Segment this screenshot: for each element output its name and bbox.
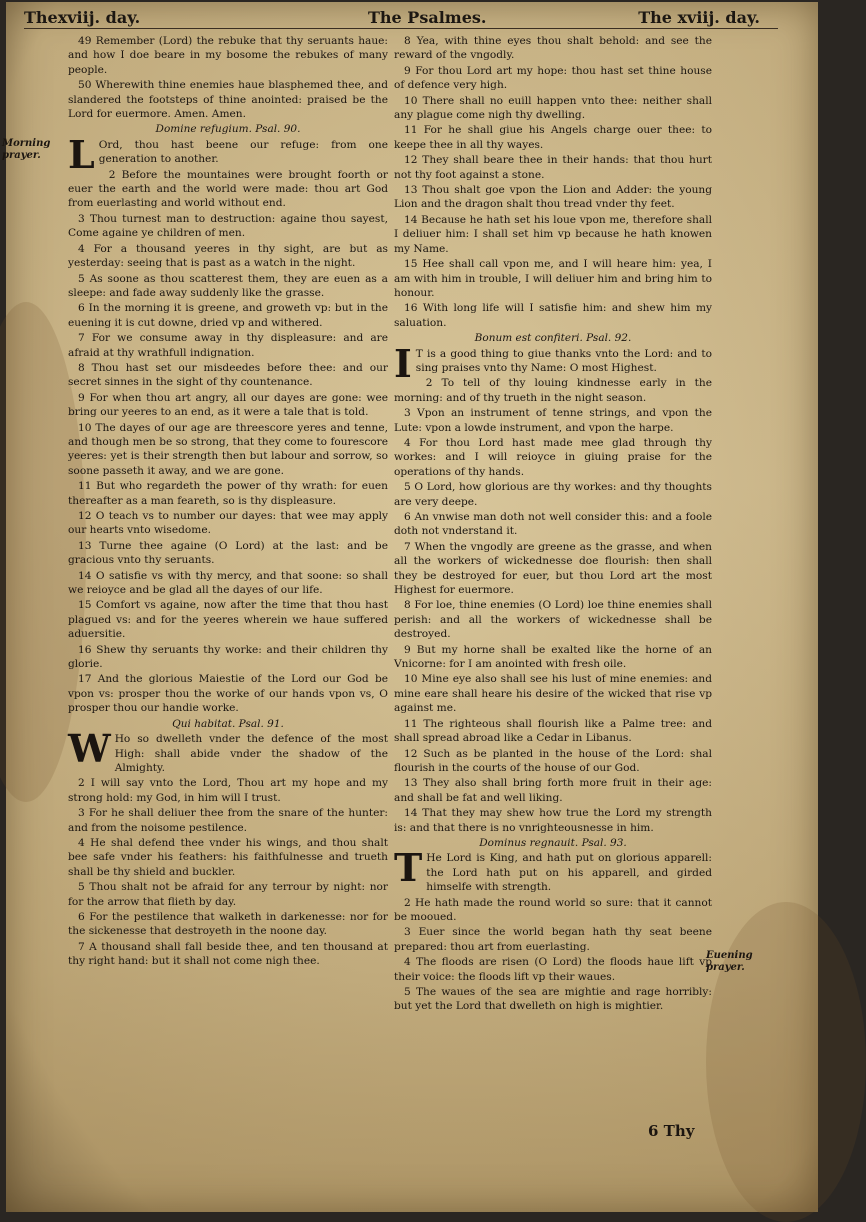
psalm-title: Qui habitat. Psal. 91.	[172, 717, 284, 730]
verse: 5 The waues of the sea are mightie and rage horribly: but yet the Lord that dwelleth on high is mightier.	[394, 986, 712, 1013]
verse: 7 For we consume away in thy displeasure: and are afraid at thy wrathfull indignation.	[68, 332, 388, 359]
catchword: 6 Thy	[648, 1122, 695, 1140]
verse: 3 Vpon an instrument of tenne strings, and vpon the Lute: vpon a lowde instrument, and vpon the harpe.	[394, 407, 712, 434]
psalm-title: Domine refugium. Psal. 90.	[155, 123, 301, 136]
verse: T He Lord is King, and hath put on glorious apparell: the Lord hath put on his apparell, and girded himselfe with strength.	[394, 845, 712, 894]
drop-cap: T	[394, 845, 423, 891]
verse: 50 Wherewith thine enemies haue blasphemed thee, and slandered the footsteps of thine anointed: praised be the Lord for euermore. Amen. Amen.	[68, 79, 388, 121]
verse: 11 But who regardeth the power of thy wrath: for euen thereafter as a man feareth, so is thy displeasure.	[68, 480, 388, 507]
verse: 6 In the morning it is greene, and groweth vp: but in the euening it is cut downe, dried vp and withered.	[68, 302, 388, 329]
running-head-left: Thexviij. day.	[24, 8, 141, 27]
verse: 10 Mine eye also shall see his lust of mine enemies: and mine eare shall heare his desire of the wicked that rise vp against me.	[394, 673, 712, 715]
psalm-title: Bonum est confiteri. Psal. 92.	[474, 332, 632, 345]
verse: 14 That they may shew how true the Lord my strength is: and that there is no vnrighteousnesse in him.	[394, 807, 712, 834]
verse: 3 Thou turnest man to destruction: againe thou sayest, Come againe ye children of men.	[68, 212, 388, 240]
running-head-title: The Psalmes.	[368, 8, 487, 27]
margin-note-evening: Euening prayer.	[706, 950, 753, 973]
verse: 5 O Lord, how glorious are thy workes: and thy thoughts are very deepe.	[394, 481, 712, 508]
verse: 49 Remember (Lord) the rebuke that thy seruants haue: and how I doe beare in my bosome the rebukes of many people.	[68, 35, 388, 76]
verse: 16 Shew thy seruants thy worke: and their children thy glorie.	[68, 643, 388, 671]
verse: 10 The dayes of our age are threescore yeres and tenne, and though men be so strong, that they come to fourescore yeeres: yet is their strength then but labour and sorrow, so soone passeth it away, and we are gone.	[68, 421, 388, 477]
verse: 3 Euer since the world began hath thy seat beene prepared: thou art from euerlasting.	[394, 926, 712, 953]
verse: 14 Because he hath set his loue vpon me, therefore shall I deliuer him: I shall set him vp because he hath knowen my Name.	[394, 213, 712, 255]
verse: 12 O teach vs to number our dayes: that wee may apply our hearts vnto wisedome.	[68, 510, 388, 537]
drop-cap: W	[68, 726, 111, 772]
verse: 9 For when thou art angry, all our dayes are gone: wee bring our yeeres to an end, as it were a tale that is told.	[68, 391, 388, 419]
verse: 8 For loe, thine enemies (O Lord) loe thine enemies shall perish: and all the workers of wickednesse shall be destroyed.	[394, 599, 712, 641]
verse: 7 A thousand shall fall beside thee, and ten thousand at thy right hand: but it shall not come nigh thee.	[68, 940, 388, 968]
verse: 9 But my horne shall be exalted like the horne of an Vnicorne: for I am anointed with fresh oile.	[394, 643, 712, 671]
verse: 13 They also shall bring forth more fruit in their age: and shall be fat and well liking.	[394, 777, 712, 804]
verse: I T is a good thing to giue thanks vnto the Lord: and to sing praises vnto thy Name: O most Highest.	[394, 340, 712, 386]
left-column	[68, 34, 388, 970]
verse: 12 They shall beare thee in their hands: that thou hurt not thy foot against a stone.	[394, 154, 712, 181]
verse: 5 As soone as thou scatterest them, they are euen as a sleepe: and fade away suddenly like the grasse.	[68, 272, 388, 299]
verse: 4 The floods are risen (O Lord) the floods haue lift vp their voice: the floods lift vp their waues.	[394, 956, 712, 983]
verse: L Ord, thou hast beene our refuge: from one generation to another.	[68, 131, 388, 177]
book-page	[2, 2, 818, 1212]
verse: 8 Yea, with thine eyes thou shalt behold: and see the reward of the vngodly.	[394, 35, 712, 62]
verse: 8 Thou hast set our misdeedes before thee: and our secret sinnes in the sight of thy countenance.	[68, 361, 388, 389]
verse: 14 O satisfie vs with thy mercy, and that soone: so shall we reioyce and be glad all the dayes of our life.	[68, 569, 388, 597]
right-column	[394, 34, 712, 1015]
running-head	[6, 8, 818, 30]
verse: 2 I will say vnto the Lord, Thou art my hope and my strong hold: my God, in him will I trust.	[68, 777, 388, 804]
verse: 10 There shall no euill happen vnto thee: neither shall any plague come nigh thy dwelling.	[394, 94, 712, 122]
verse: 3 For he shall deliuer thee from the snare of the hunter: and from the noisome pestilence.	[68, 807, 388, 834]
verse: 13 Turne thee againe (O Lord) at the last: and be gracious vnto thy seruants.	[68, 539, 388, 567]
verse: 15 Comfort vs againe, now after the time that thou hast plagued vs: and for the yeeres wherein we haue suffered aduersitie.	[68, 599, 388, 641]
verse: 17 And the glorious Maiestie of the Lord our God be vpon vs: prosper thou the worke of our hands vpon vs, O prosper thou our handie worke.	[68, 673, 388, 715]
verse: 4 For thou Lord hast made mee glad through thy workes: and I will reioyce in giuing praise for the operations of thy hands.	[394, 436, 712, 478]
margin-note-morning: Morning prayer.	[2, 138, 51, 161]
drop-cap: L	[68, 131, 95, 177]
running-head-right: The xviij. day.	[638, 8, 760, 27]
verse: 6 An vnwise man doth not well consider this: and a foole doth not vnderstand it.	[394, 511, 712, 538]
verse: 4 He shal defend thee vnder his wings, and thou shalt bee safe vnder his feathers: his faithfulnesse and trueth shall be thy shield and buckler.	[68, 836, 388, 878]
verse: 6 For the pestilence that walketh in darkenesse: nor for the sickenesse that destroyeth in the noone day.	[68, 910, 388, 938]
psalm-title: Dominus regnauit. Psal. 93.	[479, 836, 627, 849]
verse: 2 To tell of thy louing kindnesse early in the morning: and of thy trueth in the night season.	[394, 377, 712, 404]
verse: 2 Before the mountaines were brought foorth or euer the earth and the world were made: thou art God from euerlasting and world without end.	[68, 168, 388, 210]
verse: 11 For he shall giue his Angels charge ouer thee: to keepe thee in all thy wayes.	[394, 124, 712, 151]
verse: 7 When the vngodly are greene as the grasse, and when all the workers of wickednesse doe flourish: then shall they be destroyed for euer, but thou Lord art the most Highest for euermore.	[394, 540, 712, 597]
verse: 4 For a thousand yeeres in thy sight, are but as yesterday: seeing that is past as a watch in the night.	[68, 242, 388, 270]
header-rule	[24, 28, 778, 29]
verse: 9 For thou Lord art my hope: thou hast set thine house of defence very high.	[394, 64, 712, 92]
drop-cap: I	[394, 340, 412, 386]
verse: W Ho so dwelleth vnder the defence of the most High: shall abide vnder the shadow of the Almighty.	[68, 726, 388, 774]
verse: 11 The righteous shall flourish like a Palme tree: and shall spread abroad like a Cedar in Libanus.	[394, 717, 712, 745]
verse: 5 Thou shalt not be afraid for any terrour by night: nor for the arrow that flieth by day.	[68, 881, 388, 908]
verse: 12 Such as be planted in the house of the Lord: shal flourish in the courts of the house of our God.	[394, 747, 712, 774]
verse: 2 He hath made the round world so sure: that it cannot be mooued.	[394, 896, 712, 923]
verse: 16 With long life will I satisfie him: and shew him my saluation.	[394, 302, 712, 329]
verse: 15 Hee shall call vpon me, and I will heare him: yea, I am with him in trouble, I will deliuer him and bring him to honour.	[394, 258, 712, 299]
verse: 13 Thou shalt goe vpon the Lion and Adder: the young Lion and the dragon shalt thou tread vnder thy feet.	[394, 184, 712, 211]
